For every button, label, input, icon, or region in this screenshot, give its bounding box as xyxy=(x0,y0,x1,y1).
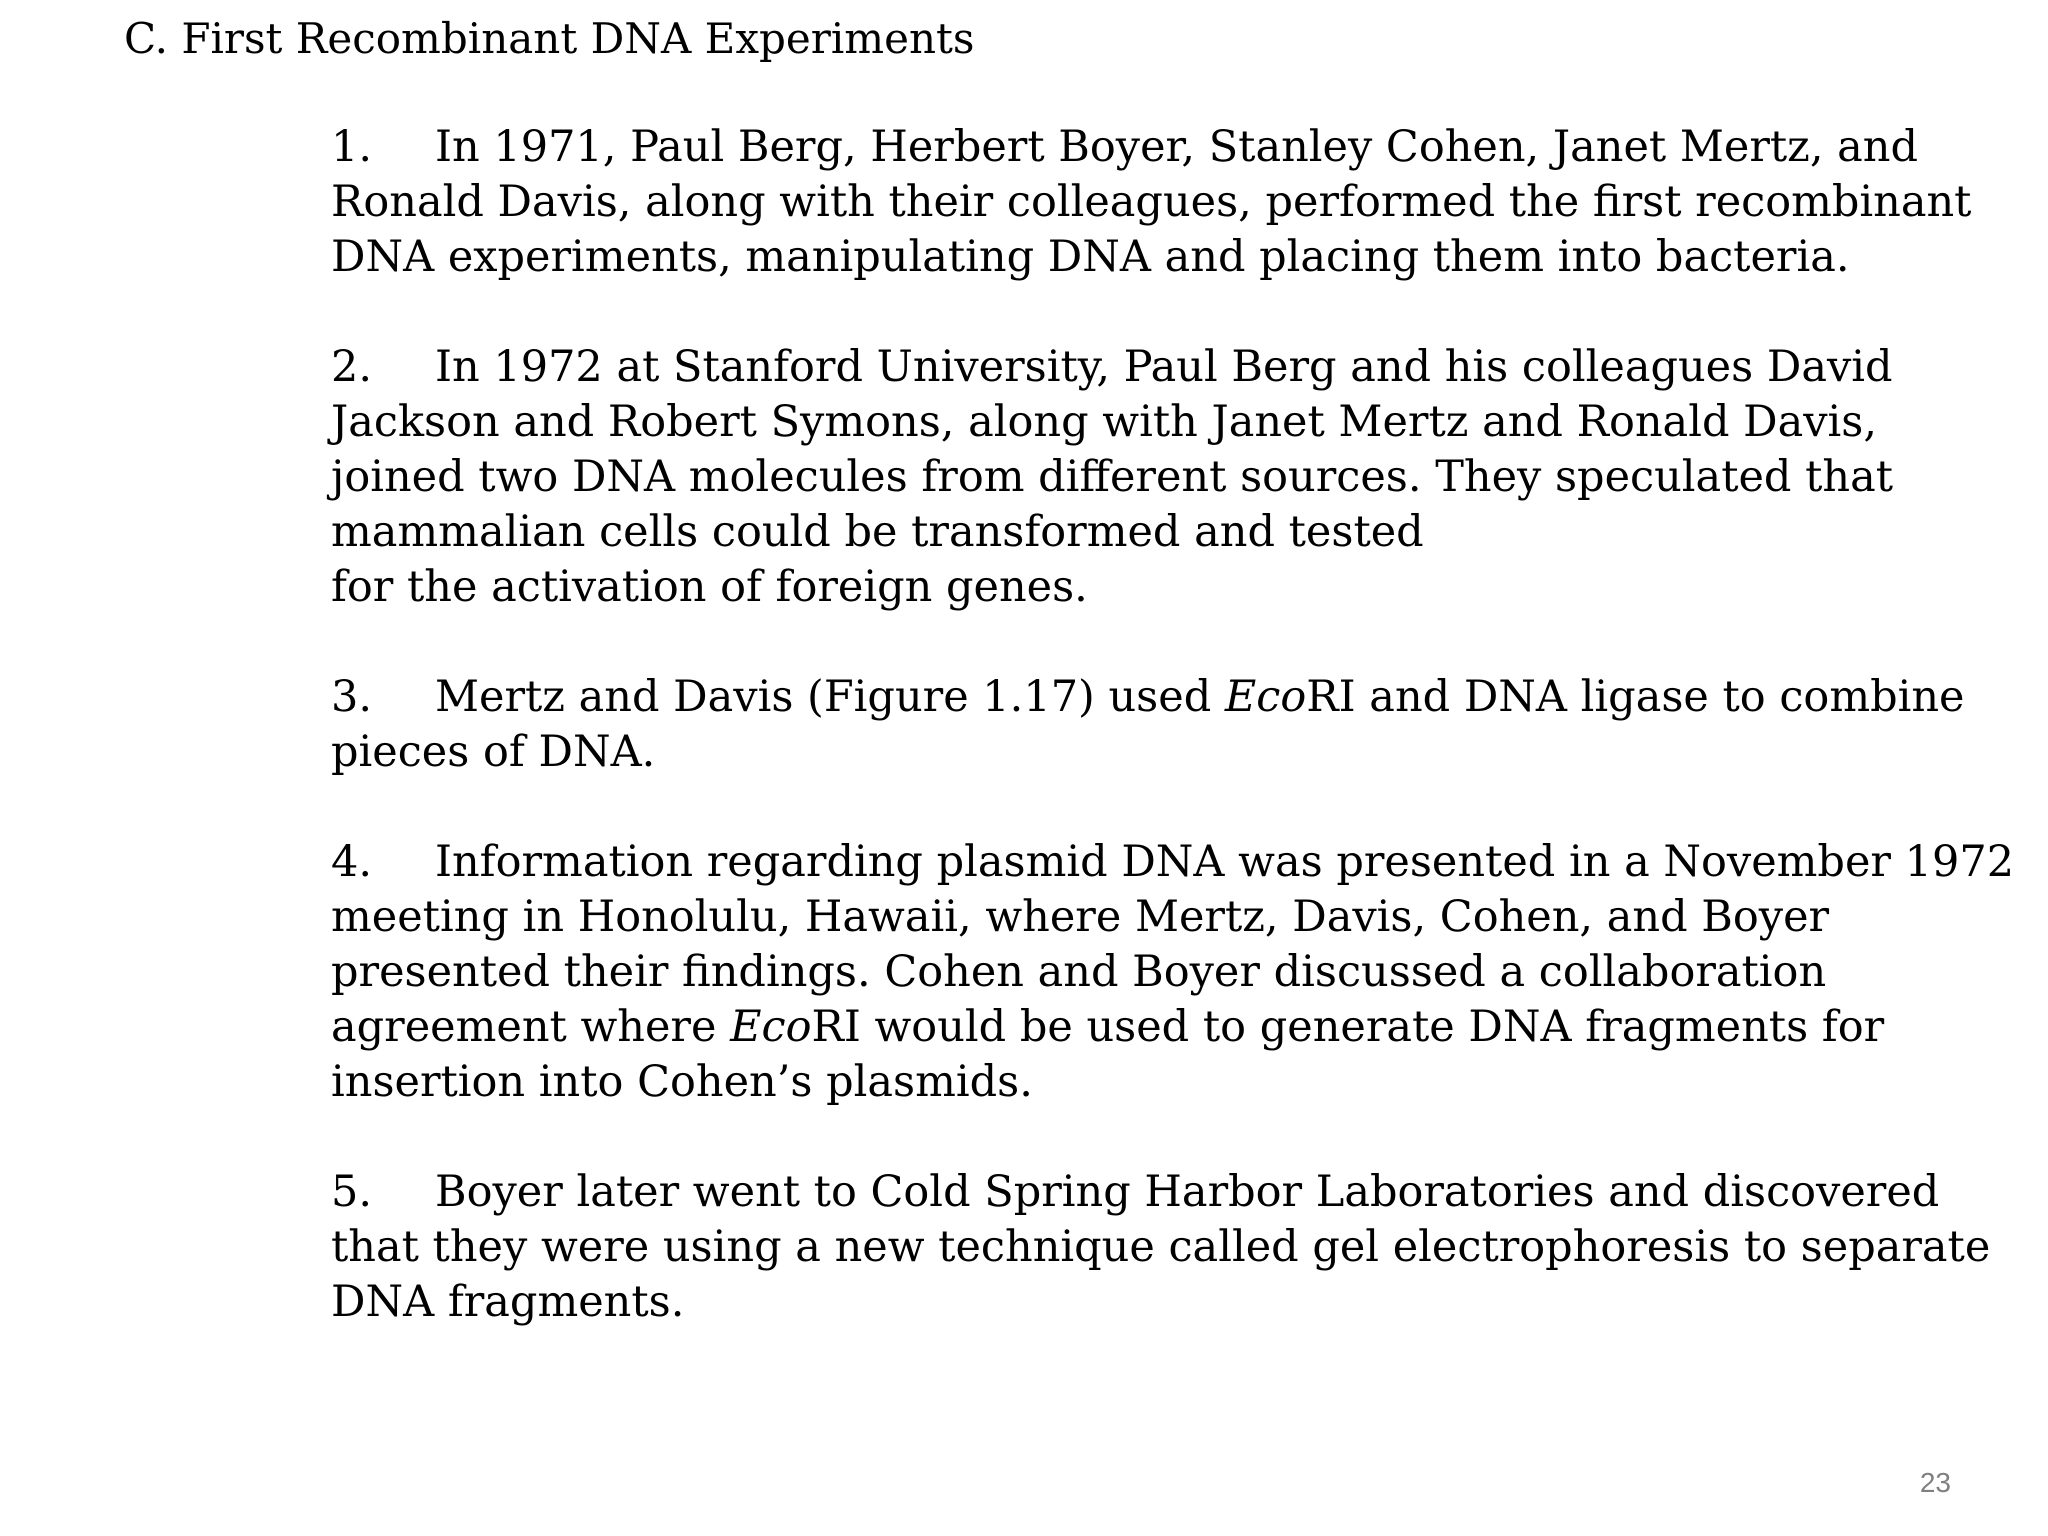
item-text: Mertz and Davis (Figure 1.17) used xyxy=(435,672,1225,722)
item-text: RI would be used to generate DNA fragments for xyxy=(811,1002,1885,1052)
item-line: Ronald Davis, along with their colleagues, performed the first recombinant xyxy=(331,177,1972,227)
item-line: meeting in Honolulu, Hawaii, where Mertz, Davis, Cohen, and Boyer xyxy=(331,892,1830,942)
item-line xyxy=(331,1000,1931,1055)
item-line: Jackson and Robert Symons, along with Janet Mertz and Ronald Davis, xyxy=(331,397,1878,447)
item-text: Boyer later went to Cold Spring Harbor Laboratories and discovered xyxy=(435,1167,1940,1217)
list-item-5 xyxy=(331,1165,1991,1330)
numbered-list xyxy=(331,120,2015,1385)
item-line: pieces of DNA. xyxy=(331,727,656,777)
item-text: In 1971, Paul Berg, Herbert Boyer, Stanley Cohen, Janet Mertz, and xyxy=(435,122,1919,172)
item-line xyxy=(331,670,1965,725)
item-number: 2. xyxy=(331,342,373,392)
list-item-4 xyxy=(331,835,2015,1110)
item-text: Information regarding plasmid DNA was presented in a November 1972 xyxy=(435,837,2015,887)
item-line: for the activation of foreign genes. xyxy=(331,562,1088,612)
item-line: insertion into Cohen’s plasmids. xyxy=(331,1057,1033,1107)
item-line xyxy=(331,1165,1940,1220)
list-item-2 xyxy=(331,340,1931,615)
item-line xyxy=(331,120,1931,175)
section-heading: C. First Recombinant DNA Experiments xyxy=(124,14,975,63)
slide-number: 23 xyxy=(1919,1467,1951,1498)
item-line: DNA experiments, manipulating DNA and placing them into bacteria. xyxy=(331,232,1850,282)
item-line: mammalian cells could be transformed and tested xyxy=(331,507,1424,557)
list-item-1 xyxy=(331,120,1972,285)
italic-gene-name: Eco xyxy=(1224,672,1307,722)
item-line: presented their findings. Cohen and Boyer discussed a collaboration xyxy=(331,947,1827,997)
item-line: that they were using a new technique called gel electrophoresis to separate xyxy=(331,1222,1991,1272)
item-text: agreement where xyxy=(331,1002,731,1052)
item-number: 5. xyxy=(331,1167,373,1217)
item-text: In 1972 at Stanford University, Paul Berg and his colleagues David xyxy=(435,342,1893,392)
item-line: joined two DNA molecules from different sources. They speculated that xyxy=(331,452,1894,502)
item-number: 1. xyxy=(331,122,373,172)
italic-gene-name: Eco xyxy=(730,1002,812,1052)
item-number: 4. xyxy=(331,837,373,887)
item-text: RI and DNA ligase to combine xyxy=(1306,672,1965,722)
item-line xyxy=(331,835,2015,890)
list-item-3 xyxy=(331,670,1965,780)
item-line: DNA fragments. xyxy=(331,1277,685,1327)
item-number: 3. xyxy=(331,672,373,722)
item-line xyxy=(331,340,1931,395)
